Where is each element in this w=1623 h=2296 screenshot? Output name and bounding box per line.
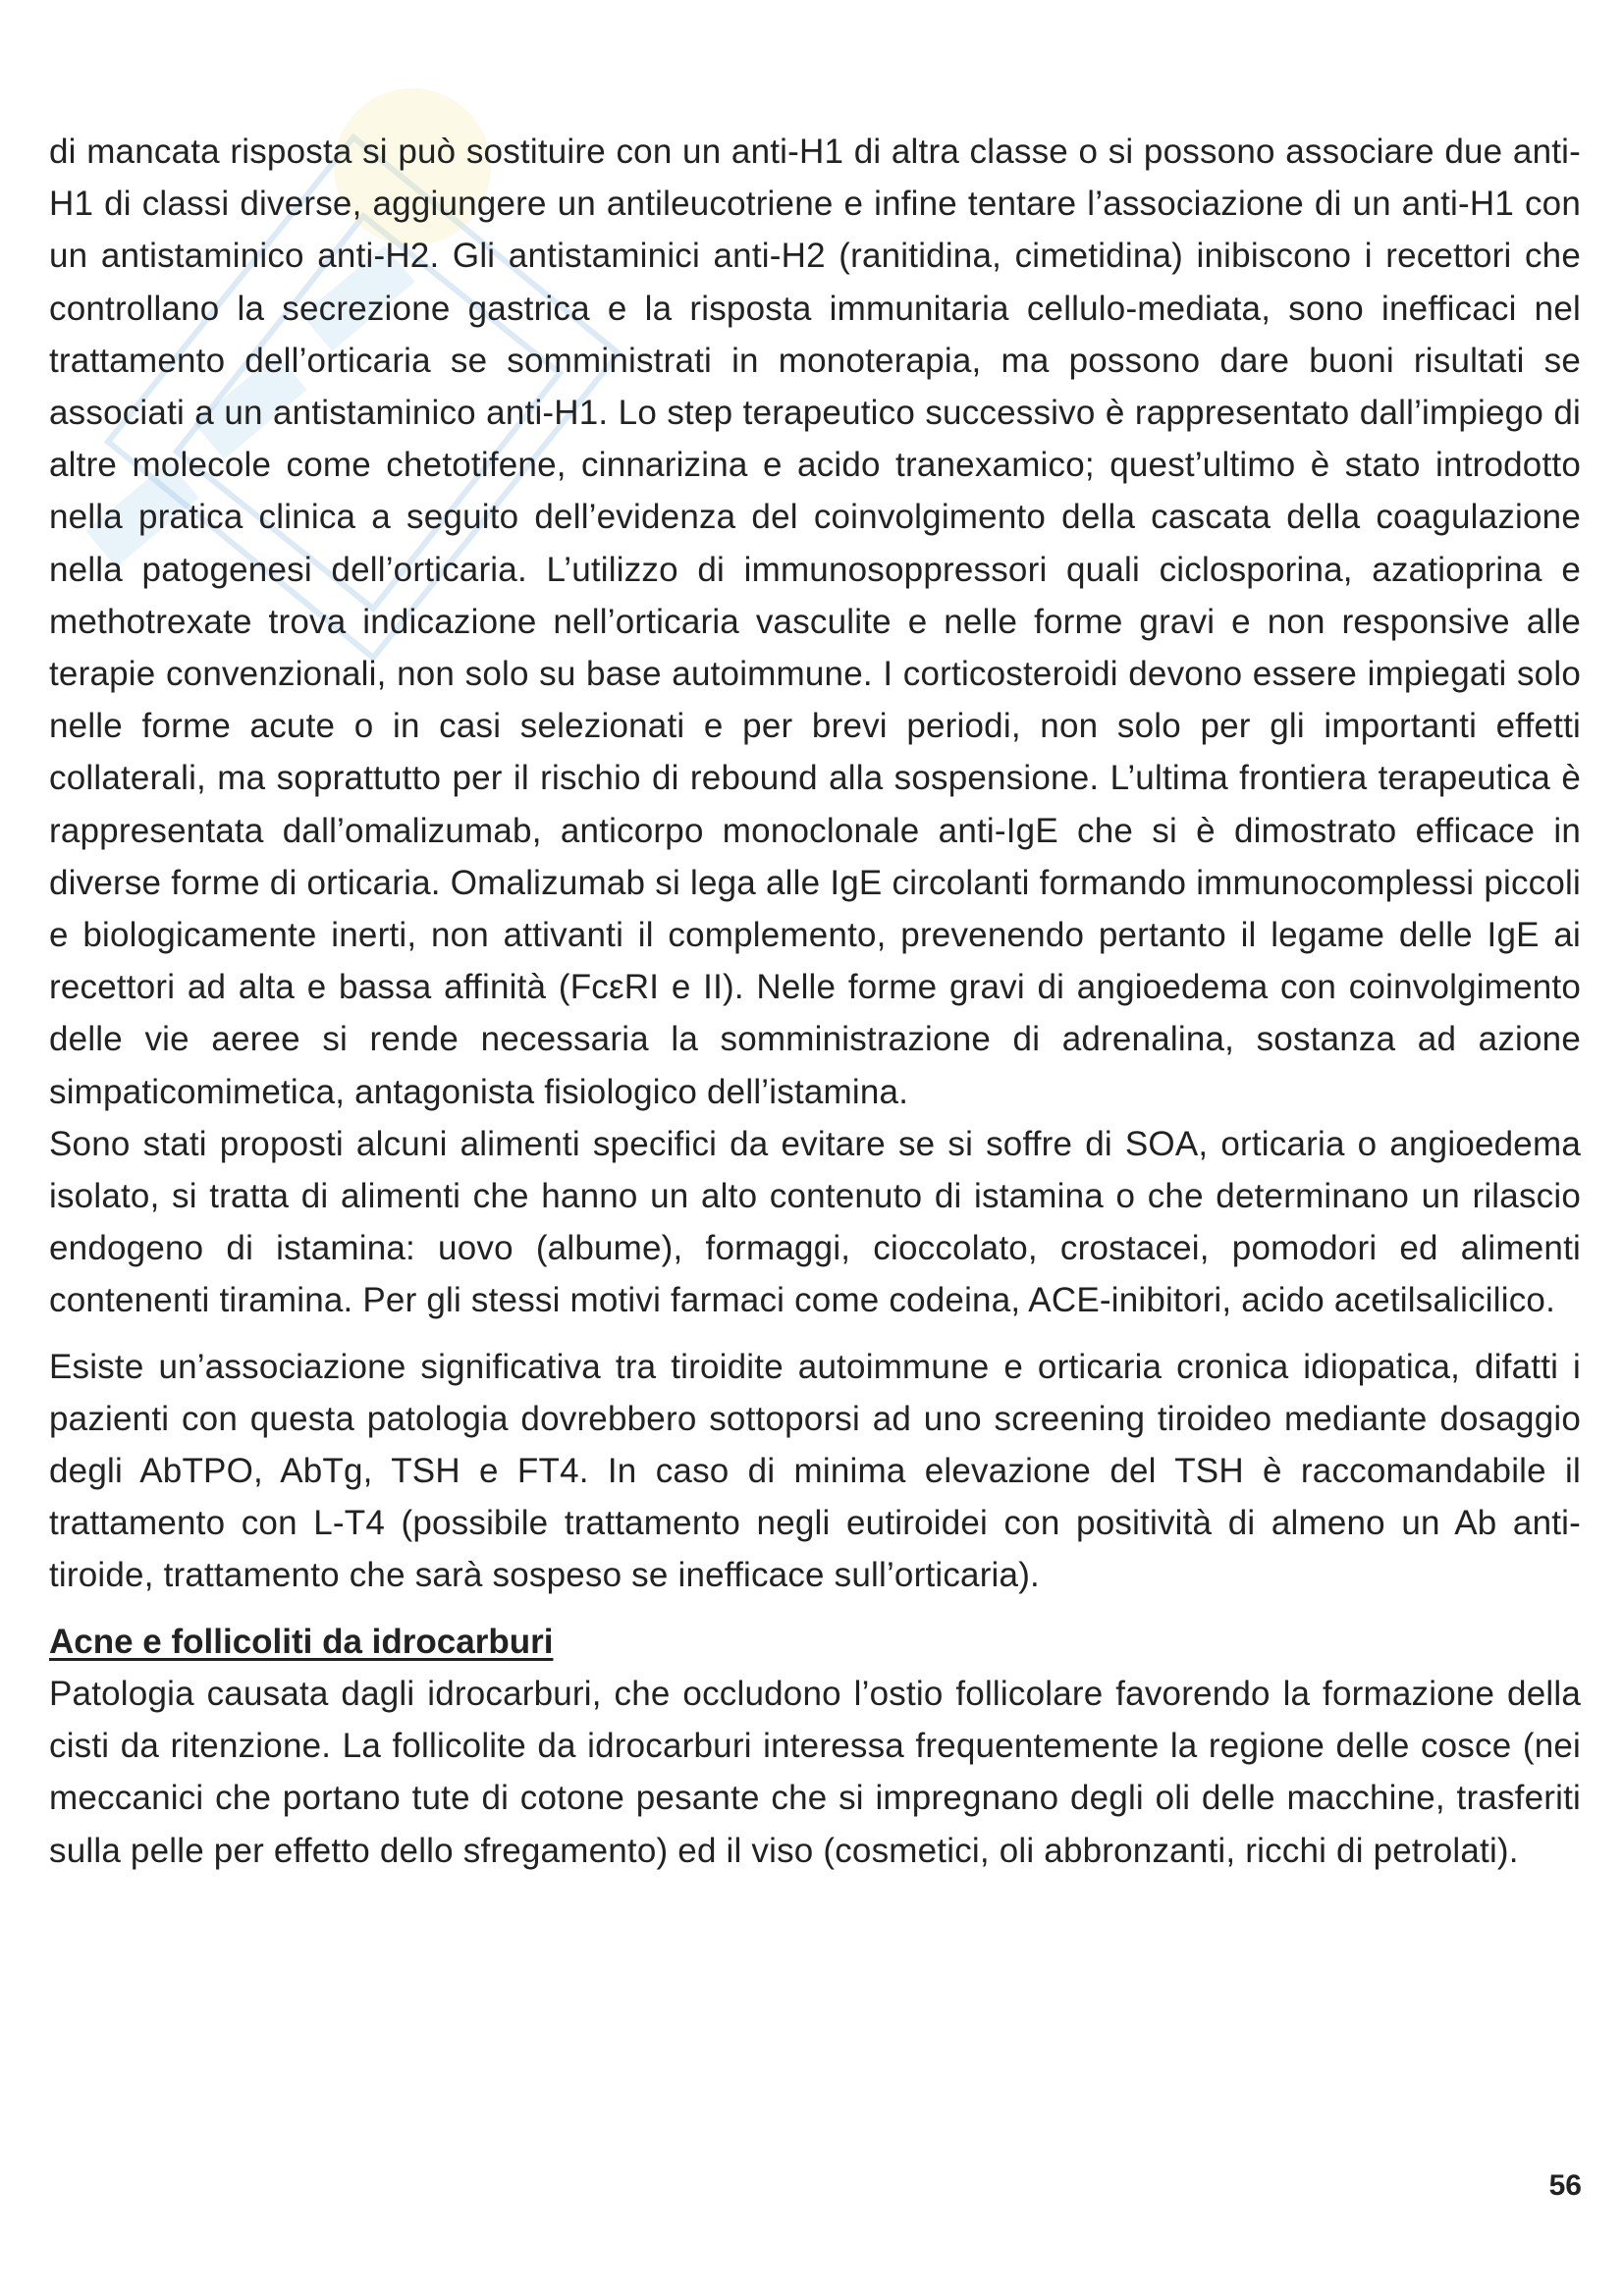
section-heading-acne: Acne e follicoliti da idrocarburi (49, 1622, 554, 1661)
paragraph-foods-to-avoid: Sono stati proposti alcuni alimenti specifici da evitare se si soffre di SOA, orticaria o angioedema isolato, si tratta di alimenti che hanno un alto contenuto di istamina o che determinano un rilascio endogeno di istamina: uovo (albume), formaggi, cioccolato, crostacei, pomodori ed alimenti contenenti tiramina. Per gli stessi motivi farmaci come codeina, ACE-inibitori, acido acetilsalicilico. (49, 1124, 1581, 1320)
page-body (49, 126, 1581, 1877)
paragraph-thyroiditis-association: Esiste un’associazione significativa tra tiroidite autoimmune e orticaria cronica idiopatica, difatti i pazienti con questa patologia dovrebbero sottoporsi ad uno screening tiroideo mediante dosaggio degli AbTPO, AbTg, TSH e FT4. In caso di minima elevazione del TSH è raccomandabile il trattamento con L-T4 (possibile trattamento negli eutiroidei con positività di almeno un Ab anti-tiroide, trattamento che sarà sospeso se inefficace sull’orticaria). (49, 1347, 1581, 1595)
paragraph-antihistamine-therapy: di mancata risposta si può sostituire con un anti-H1 di altra classe o si possono associare due anti-H1 di classi diverse, aggiungere un antileucotriene e infine tentare l’associazione di un anti-H1 con un antistaminico anti-H2. Gli antistaminici anti-H2 (ranitidina, cimetidina) inibiscono i recettori che controllano la secrezione gastrica e la risposta immunitaria cellulo-mediata, sono inefficaci nel trattamento dell’orticaria se somministrati in monoterapia, ma possono dare buoni risultati se associati a un antistaminico anti-H1. Lo step terapeutico successivo è rappresentato dall’impiego di altre molecole come chetotifene, cinnarizina e acido tranexamico; quest’ultimo è stato introdotto nella pratica clinica a seguito dell’evidenza del coinvolgimento della cascata della coagulazione nella patogenesi dell’orticaria. L’utilizzo di immunosoppressori quali ciclosporina, azatioprina e methotrexate trova indicazione nell’orticaria vasculite e nelle forme gravi e non responsive alle terapie convenzionali, non solo su base autoimmune. I corticosteroidi devono essere impiegati solo nelle forme acute o in casi selezionati e per brevi periodi, non solo per gli importanti effetti collaterali, ma soprattutto per il rischio di rebound alla sospensione. L’ultima frontiera terapeutica è rappresentata dall’omalizumab, anticorpo monoclonale anti-IgE che si è dimostrato efficace in diverse forme di orticaria. Omalizumab si lega alle IgE circolanti formando immunocomplessi piccoli e biologicamente inerti, non attivanti il complemento, prevenendo pertanto il legame delle IgE ai recettori ad alta e bassa affinità (FcεRI e II). Nelle forme gravi di angioedema con coinvolgimento delle vie aeree si rende necessaria la somministrazione di adrenalina, sostanza ad azione simpaticomimetica, antagonista fisiologico dell’istamina. (49, 133, 1581, 1111)
paragraph-acne-hydrocarbons: Patologia causata dagli idrocarburi, che occludono l’ostio follicolare favorendo la formazione della cisti da ritenzione. La follicolite da idrocarburi interessa frequentemente la regione delle cosce (nei meccanici che portano tute di cotone pesante che si impregnano degli oli delle macchine, trasferiti sulla pelle per effetto dello sfregamento) ed il viso (cosmetici, oli abbronzanti, ricchi di petrolati). (49, 1674, 1581, 1870)
page-number: 56 (1548, 2169, 1582, 2202)
